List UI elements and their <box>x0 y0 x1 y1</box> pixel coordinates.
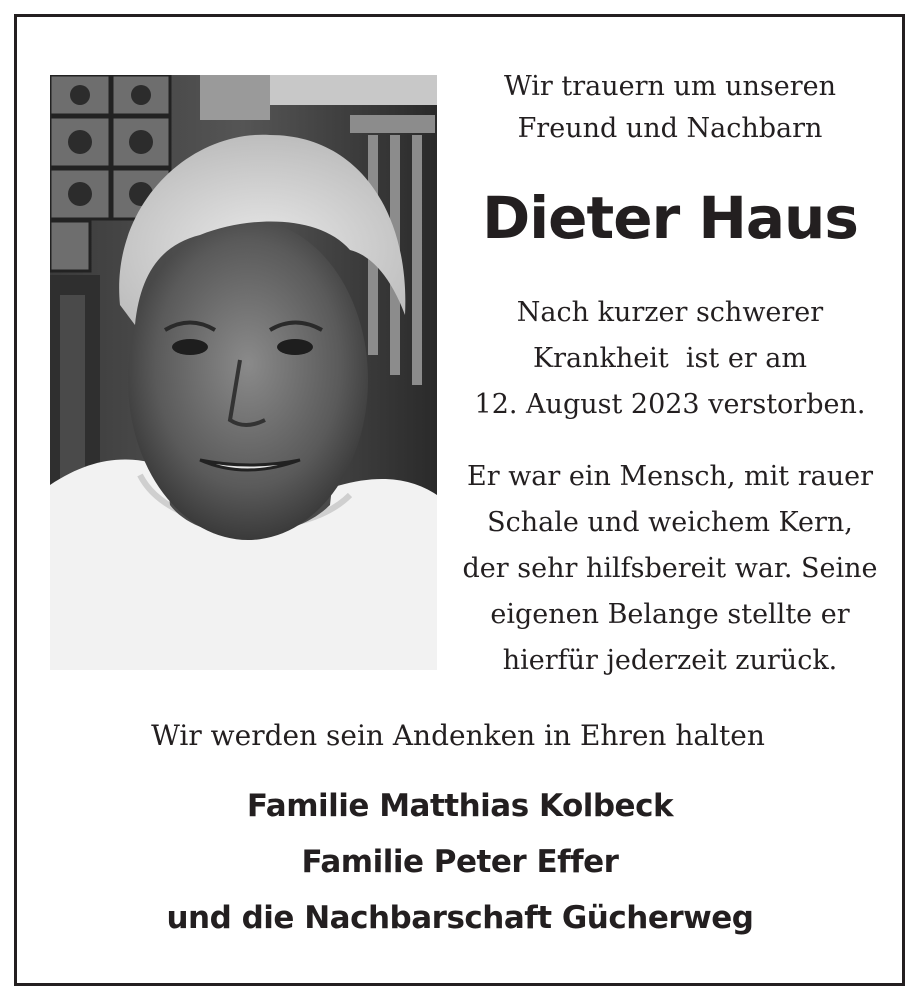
description-line: hierfür jederzeit zurück. <box>502 645 838 676</box>
signer-line: Familie Peter Effer <box>301 844 619 880</box>
death-notice-line: 12. August 2023 verstorben. <box>474 389 866 420</box>
signers <box>0 778 920 946</box>
deceased-name: Dieter Haus <box>482 184 858 252</box>
description-line: Er war ein Mensch, mit rauer <box>467 461 873 492</box>
description-line: Schale und weichem Kern, <box>487 507 853 538</box>
death-notice <box>450 290 890 428</box>
memory-text: Wir werden sein Andenken in Ehren halten <box>151 719 765 752</box>
intro-text <box>450 66 890 150</box>
intro-line: Wir trauern um unseren <box>504 71 836 102</box>
description-line: der sehr hilfsbereit war. Seine <box>462 553 878 584</box>
signer-line: und die Nachbarschaft Gücherweg <box>166 900 754 936</box>
death-notice-line: Krankheit ist er am <box>532 343 808 374</box>
memory-line <box>0 714 920 758</box>
death-notice-line: Nach kurzer schwerer <box>516 297 824 328</box>
description-line: eigenen Belange stellte er <box>490 599 850 630</box>
intro-line: Freund und Nachbarn <box>517 113 823 144</box>
signer-line: Familie Matthias Kolbeck <box>246 788 674 824</box>
description-text <box>450 454 890 684</box>
portrait-photo <box>50 75 437 670</box>
